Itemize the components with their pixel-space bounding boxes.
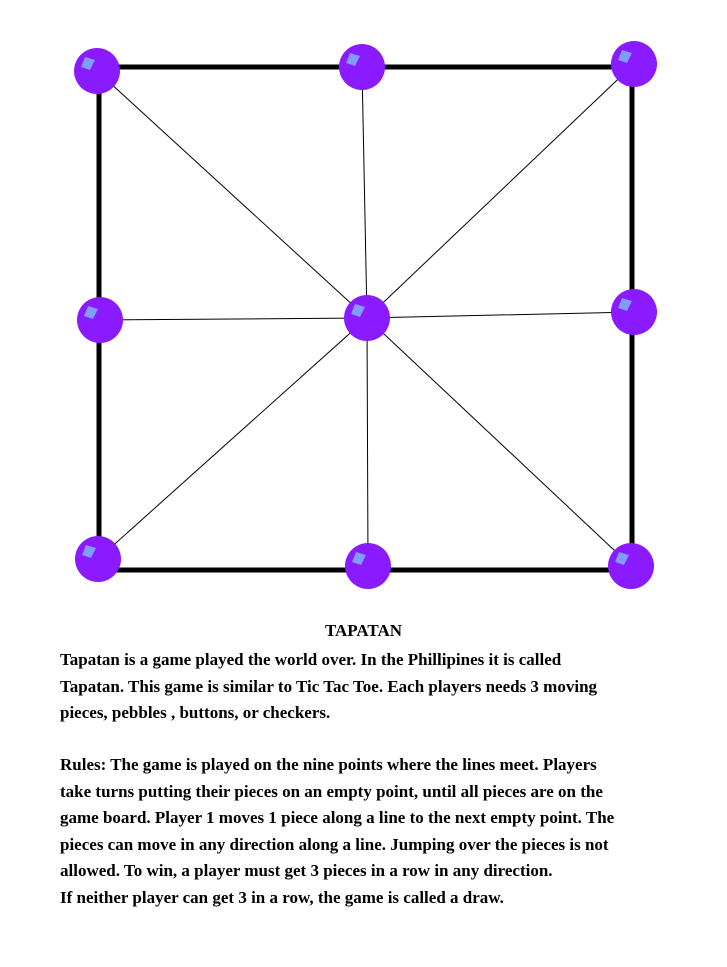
intro-line: pieces, pebbles , buttons, or checkers. [60, 703, 331, 722]
board-line-top-center [362, 67, 367, 318]
piece[interactable] [339, 44, 385, 90]
rules-line: allowed. To win, a player must get 3 pieces in a row in any direction. [60, 861, 553, 880]
board-line-middle-right [367, 312, 634, 318]
rules-line: Rules: The game is played on the nine points where the lines meet. Players [60, 755, 597, 774]
rules-line: pieces can move in any direction along a line. Jumping over the pieces is not [60, 834, 609, 854]
piece[interactable] [75, 536, 121, 582]
rules-line: take turns putting their pieces on an empty point, until all pieces are on the [60, 781, 603, 801]
board-point-top-right[interactable] [611, 41, 657, 87]
board-point-top-center[interactable] [339, 44, 385, 90]
board-line-bottom-left [98, 318, 367, 559]
intro-paragraph [60, 647, 700, 727]
page-title: TAPATAN [324, 621, 403, 640]
board-point-bottom-right[interactable] [608, 543, 654, 589]
intro-line: Tapatan. This game is similar to Tic Tac Toe. Each players needs 3 moving [60, 676, 598, 696]
board-point-bottom-left[interactable] [75, 536, 121, 582]
board-pieces[interactable] [74, 41, 657, 589]
board-line-top-left [97, 71, 367, 318]
intro-line: Tapatan is a game played the world over. In the Phillipines it is called [60, 650, 562, 669]
board-point-center[interactable] [344, 295, 390, 341]
board-line-top-right [367, 64, 634, 318]
piece[interactable] [344, 295, 390, 341]
piece[interactable] [611, 41, 657, 87]
board-point-middle-left[interactable] [77, 297, 123, 343]
board-line-middle-left [100, 318, 367, 320]
piece[interactable] [74, 48, 120, 94]
board-line-bottom-right [367, 318, 631, 566]
piece[interactable] [608, 543, 654, 589]
board-line-bottom-center [367, 318, 368, 566]
board-point-bottom-center[interactable] [345, 543, 391, 589]
rules-line: If neither player can get 3 in a row, the game is called a draw. [60, 887, 504, 907]
board-point-middle-right[interactable] [611, 289, 657, 335]
piece[interactable] [345, 543, 391, 589]
piece[interactable] [611, 289, 657, 335]
piece[interactable] [77, 297, 123, 343]
rules-line: game board. Player 1 moves 1 piece along a line to the next empty point. The [60, 808, 615, 827]
board-point-top-left[interactable] [74, 48, 120, 94]
rules-paragraph [60, 752, 700, 911]
